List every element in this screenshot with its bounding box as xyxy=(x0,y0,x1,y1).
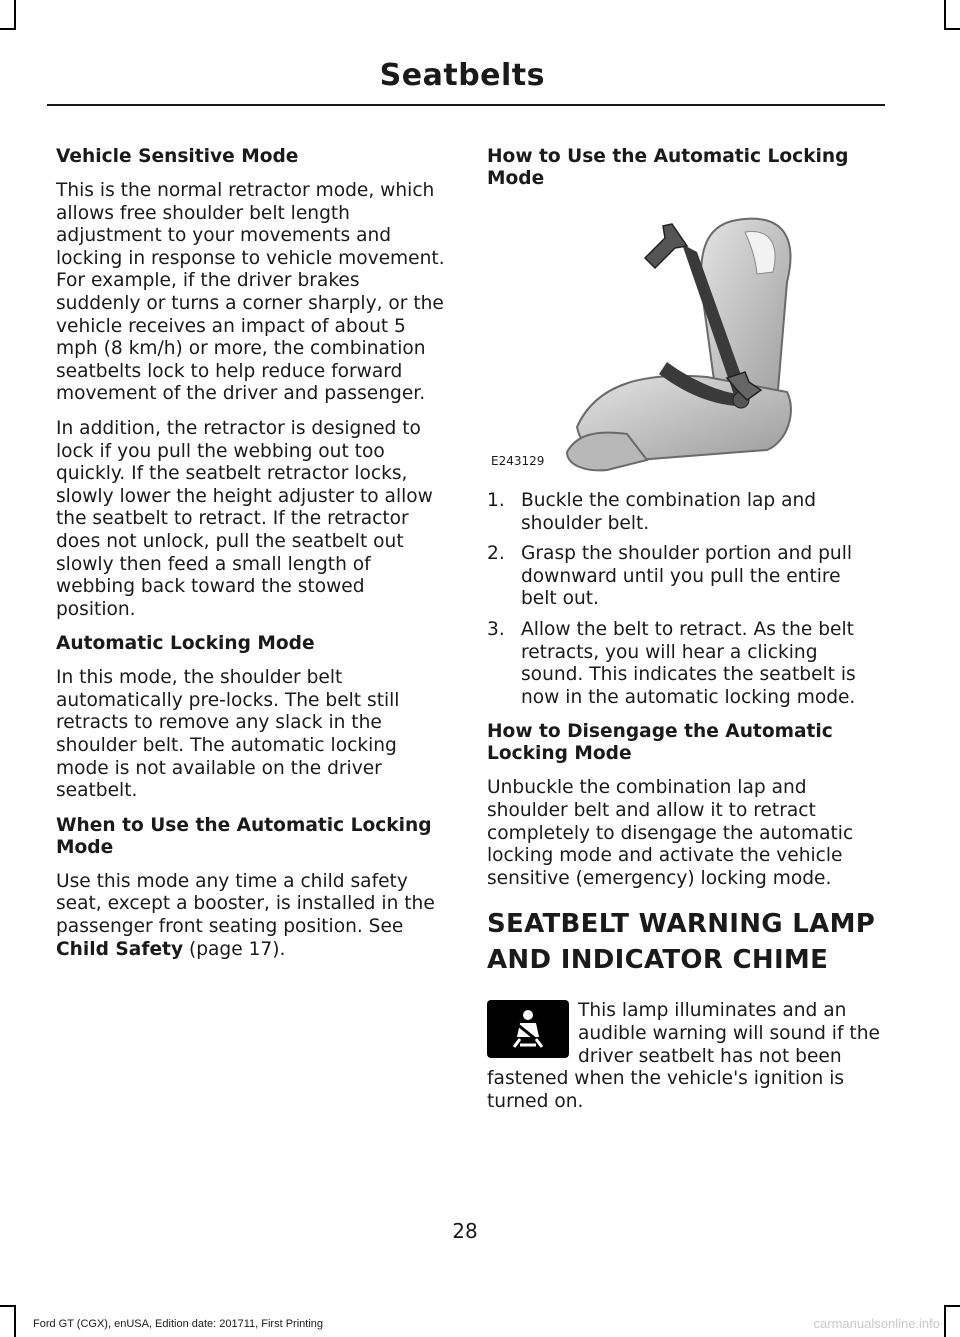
watermark: carmanualsonline.info xyxy=(813,1316,940,1331)
paragraph: This is the normal retractor mode, which allows free shoulder belt length adjustment to your movements and locking in response to vehicle movement. For example, if the driver brakes suddenly or turns a corner sharply, or the vehicle receives an impact of about 5 mph (8 km/h) or more, the combination seatbelts lock to help reduce forward movement of the driver and passenger. xyxy=(56,180,445,405)
seat-illustration-icon xyxy=(487,202,881,472)
step-text: Grasp the shoulder portion and pull downward until you pull the entire belt out. xyxy=(521,543,853,610)
page-title: Seatbelts xyxy=(379,58,545,93)
paragraph-text: Use this mode any time a child safety seat, except a booster, is installed in the passenger front seating position. See xyxy=(56,870,435,938)
step-number: 1. xyxy=(487,490,505,511)
paragraph xyxy=(56,871,448,961)
section-heading-vehicle-sensitive-mode: Vehicle Sensitive Mode xyxy=(56,146,299,167)
seatbelt-warning-icon xyxy=(487,1000,569,1058)
page-reference: (page 17). xyxy=(183,938,286,960)
section-heading-how-to-disengage: How to Disengage the Automatic Locking Mode xyxy=(487,721,833,765)
warning-lamp-block xyxy=(487,1000,881,1113)
crop-mark xyxy=(944,0,946,28)
left-column xyxy=(56,146,448,973)
step-number: 2. xyxy=(487,543,505,565)
crop-mark xyxy=(944,1305,960,1307)
header-divider xyxy=(47,104,885,106)
list-item xyxy=(487,543,881,611)
list-item xyxy=(487,490,881,535)
list-item xyxy=(487,619,881,709)
step-text: Allow the belt to retract. As the belt retracts, you will hear a clicking sound. This indicates the seatbelt is now in the automatic locking mode. xyxy=(521,618,856,708)
section-heading-how-to-use: How to Use the Automatic Locking Mode xyxy=(487,146,849,189)
crop-mark xyxy=(0,28,16,30)
crop-mark xyxy=(944,28,960,30)
paragraph: Unbuckle the combination lap and shoulder belt and allow it to retract completely to disengage the automatic locking mode and activate the vehicle sensitive (emergency) locking mode. xyxy=(487,777,854,889)
crop-mark xyxy=(14,1307,16,1337)
edition-footer: Ford GT (CGX), enUSA, Edition date: 201711, First Printing xyxy=(33,1318,323,1330)
right-column xyxy=(487,146,881,1125)
section-heading-when-to-use: When to Use the Automatic Locking Mode xyxy=(56,814,432,858)
paragraph: In this mode, the shoulder belt automatically pre-locks. The belt still retracts to remove any slack in the shoulder belt. The automatic locking mode is not available on the driver seatbelt. xyxy=(56,667,400,802)
page-number: 28 xyxy=(452,1219,478,1243)
paragraph: This lamp illuminates and an audible warning will sound if the driver seatbelt has not been fastened when the vehicle's ignition is turned on. xyxy=(487,1000,880,1112)
crop-mark xyxy=(0,1305,16,1307)
figure-id: E243129 xyxy=(491,454,545,468)
steps-list xyxy=(487,490,881,709)
section-heading-warning-lamp: SEATBELT WARNING LAMP AND INDICATOR CHIME xyxy=(487,909,876,976)
paragraph: In addition, the retractor is designed to lock if you pull the webbing out too quickly. If the seatbelt retractor locks, slowly lower the height adjuster to allow the seatbelt to retract. If the retractor does not unlock, pull the seatbelt out slowly then feed a small length of webbing back toward the stowed position. xyxy=(56,417,433,620)
step-text: Buckle the combination lap and shoulder belt. xyxy=(521,490,817,534)
child-safety-link[interactable]: Child Safety xyxy=(56,938,184,960)
crop-mark xyxy=(14,0,16,28)
crop-mark xyxy=(944,1307,946,1337)
step-number: 3. xyxy=(487,618,505,640)
section-heading-automatic-locking-mode: Automatic Locking Mode xyxy=(56,633,315,655)
seat-belt-illustration xyxy=(487,202,881,472)
